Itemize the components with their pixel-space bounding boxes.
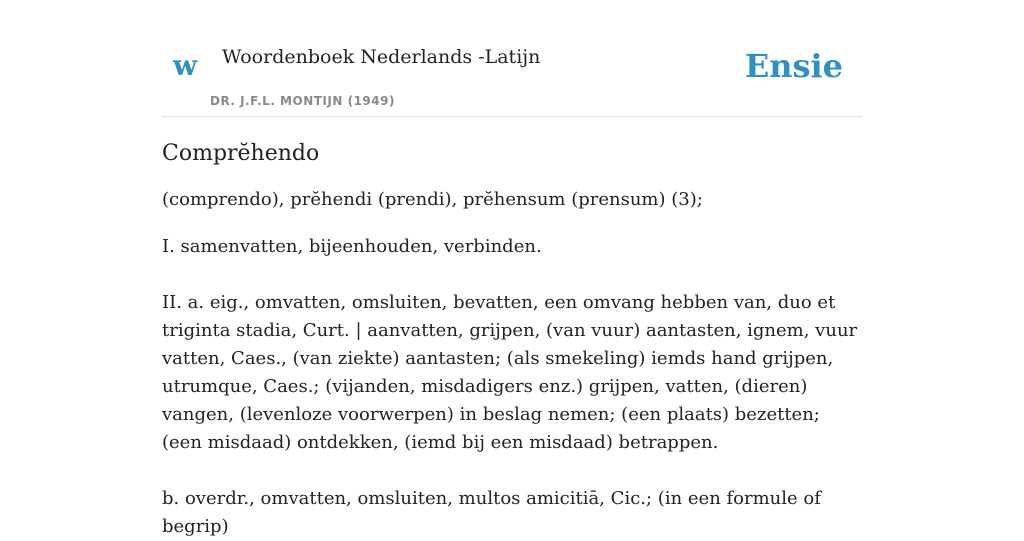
- entry-sense: I. samenvatten, bijeenhouden, verbinden.: [162, 236, 542, 257]
- header: [162, 0, 862, 117]
- book-logo-icon[interactable]: w: [173, 49, 198, 82]
- entry-content: [162, 138, 862, 541]
- entry-forms: (comprendo), prĕhendi (prendi), prĕhensum (prensum) (3);: [162, 189, 703, 210]
- entry-sense: b. overdr., omvatten, omsluiten, multos amicitiā, Cic.; (in een formule of begrip): [162, 488, 821, 537]
- entry-headword: Comprĕhendo: [162, 141, 320, 166]
- book-author: DR. J.F.L. MONTIJN (1949): [210, 94, 395, 108]
- book-title[interactable]: Woordenboek Nederlands -Latijn: [222, 46, 541, 68]
- brand-logo[interactable]: Ensie: [744, 47, 843, 85]
- entry-sense: II. a. eig., omvatten, omsluiten, bevatten, een omvang hebben van, duo et triginta stadia, Curt. | aanvatten, grijpen, (van vuur) aantasten, ignem, vuur vatten, Caes., (van ziekte) aantasten; (als smekeling) iemds hand grijpen, utrumque, Caes.; (vijanden, misdadigers enz.) grijpen, vatten, (dieren) vangen, (levenloze voorwerpen) in beslag nemen; (een plaats) bezetten; (een misdaad) ontdekken, (iemd bij een misdaad) betrappen.: [162, 292, 858, 453]
